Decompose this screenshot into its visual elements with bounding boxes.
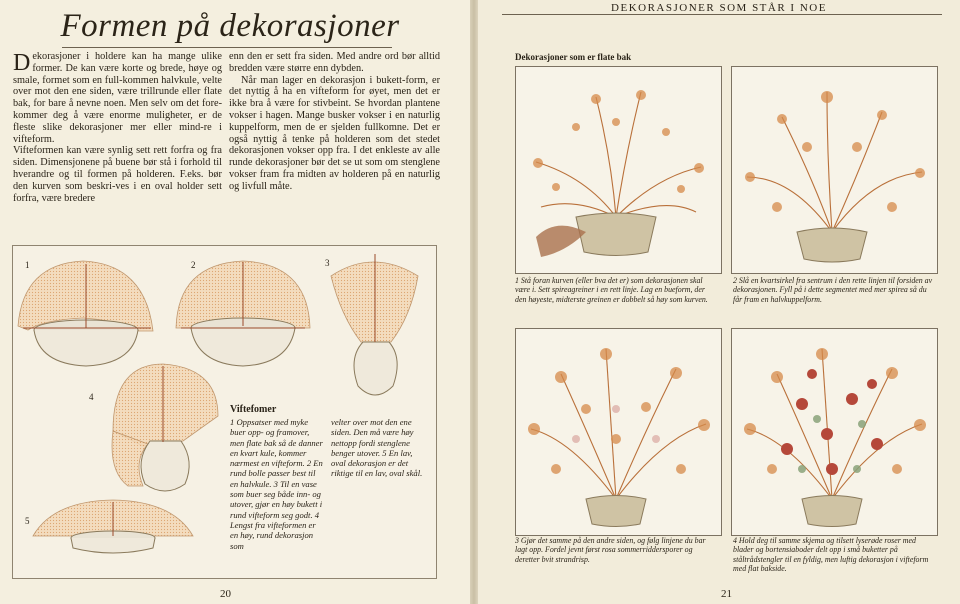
caption-step-1 (515, 276, 715, 304)
caption-text: 4 Hold deg til samme skjema og tilsett lyserøde roser med blader og bortensiaboder delt opp i små buketter på ståltrådstengler til en fyldig, men luftig dekorasjon i vifteform med flat bakside. (733, 536, 929, 574)
caption-text: 3 Gjør det samme på den andre siden, og følg linjene du bar lagt opp. Fordel jevnt først rosa sommerriddersporer og deretter bvit strandrisp. (515, 536, 706, 564)
text-column-1 (13, 51, 222, 204)
page-number-right: 21 (721, 588, 732, 600)
paragraph: Når man lager en dekorasjon i bukett-form, er det nyttig å ha en vifteform for øyet, men det er ikke bra å være for stivbeint. Se hvordan plantene vokser i hagen. Mange busker vokser i en naturlig kuppelform, men de er sjelden fullkomne. Det er også nyttig å tenke på holderen som det stedet dekorasjonen vokser opp fra. I det enkleste av alle runde dekorasjoner bør det se ut som om stenglene vokser fram fra midten av holderen på en naturlig og livfull måte. (229, 74, 440, 192)
page-title: Formen på dekorasjoner (60, 8, 400, 44)
shape-3-tall-round (331, 254, 418, 395)
caption-step-3 (515, 536, 715, 564)
shape-4-leaning (112, 364, 218, 491)
fan-shapes-illustration (13, 246, 436, 578)
paragraph: ekorasjoner i holdere kan ha mange ulike former. De kan være korte og brede, høye og smale, formet som en full-kommen halvkule, velte over mot den ene siden, være trillrunde eller flate bak, for bare å nevne noen. Men selv om det fore-kommer deg å være enorme muligheter, er de fleste slike dekorasjoner mer eller mind-re i vifteform. (13, 51, 222, 145)
section-title: Dekorasjoner som er flate bak (515, 52, 632, 62)
caption-text: 2 Slå en kvartsirkel fra sentrum i den rette linjen til forsiden av dekorasjonen. Fyll på i dette segmentet med mer spirea så du får fram en halvkuppelform. (733, 276, 933, 304)
figure-number-2: 2 (191, 260, 196, 270)
fan-shapes-figure (12, 245, 437, 579)
left-page (0, 0, 470, 604)
figure-caption-col1 (230, 417, 324, 551)
caption-step-2 (733, 276, 933, 304)
step-2-illustration (731, 66, 938, 274)
figure-caption-col2 (331, 417, 427, 479)
figure-number-3: 3 (325, 258, 330, 268)
paragraph: enn den er sett fra siden. Med andre ord bør alltid bredden være større enn dybden. (229, 51, 440, 74)
step-1-illustration (515, 66, 722, 274)
caption-text: 1 Oppsatser med myke buer opp- og framover, men flate bak så de danner en kvart kule, kommer nærmest en vifteform. 2 En rund bolle passer best til en halvkule. 3 Til en vase som buer seg både inn- og utover, gjør en høy bukett i rund vifteform seg godt. 4 Lengst fra vifteformen er en høy, rund dekorasjon som (230, 417, 323, 551)
step-4-illustration (731, 328, 938, 536)
caption-text: velter over mot den ene siden. Den må være høy nettopp fordi stenglene benger utover. 5 En lav, oval dekorasjon er det riktige til en lav, oval skål. (331, 417, 423, 479)
figure-number-5: 5 (25, 516, 30, 526)
shape-1-quarter-sphere (18, 261, 153, 366)
shape-2-half-sphere (176, 261, 310, 366)
paragraph: Vifteformen kan være synlig sett rett forfra og fra siden. Dimensjonene på buene bør stå i forhold til hverandre og til formen på holderen. F.eks. bør den kurven som beskri-ves i en oval holder sett forfra, være bredere (13, 145, 222, 204)
caption-step-4 (733, 536, 933, 574)
running-head-rule (502, 14, 942, 15)
right-page (478, 0, 960, 604)
caption-text: 1 Stå foran kurven (eller bva det er) som dekorasjonen skal være i. Sett spireagreiner i en rett linje. Lag en bueform, der den høyeste, midterste greinen er dobbelt så høy som kurven. (515, 276, 708, 304)
text-column-2 (229, 51, 440, 193)
figure-number-1: 1 (25, 260, 30, 270)
title-rule (62, 47, 392, 48)
step-3-illustration (515, 328, 722, 536)
page-number-left: 20 (220, 588, 231, 600)
drop-cap: D (13, 50, 31, 76)
shape-5-low-oval (33, 500, 193, 553)
book-gutter (470, 0, 478, 604)
figure-heading: Viftefomer (230, 404, 277, 415)
running-head: DEKORASJONER SOM STÅR I NOE (611, 2, 827, 14)
figure-number-4: 4 (89, 392, 94, 402)
